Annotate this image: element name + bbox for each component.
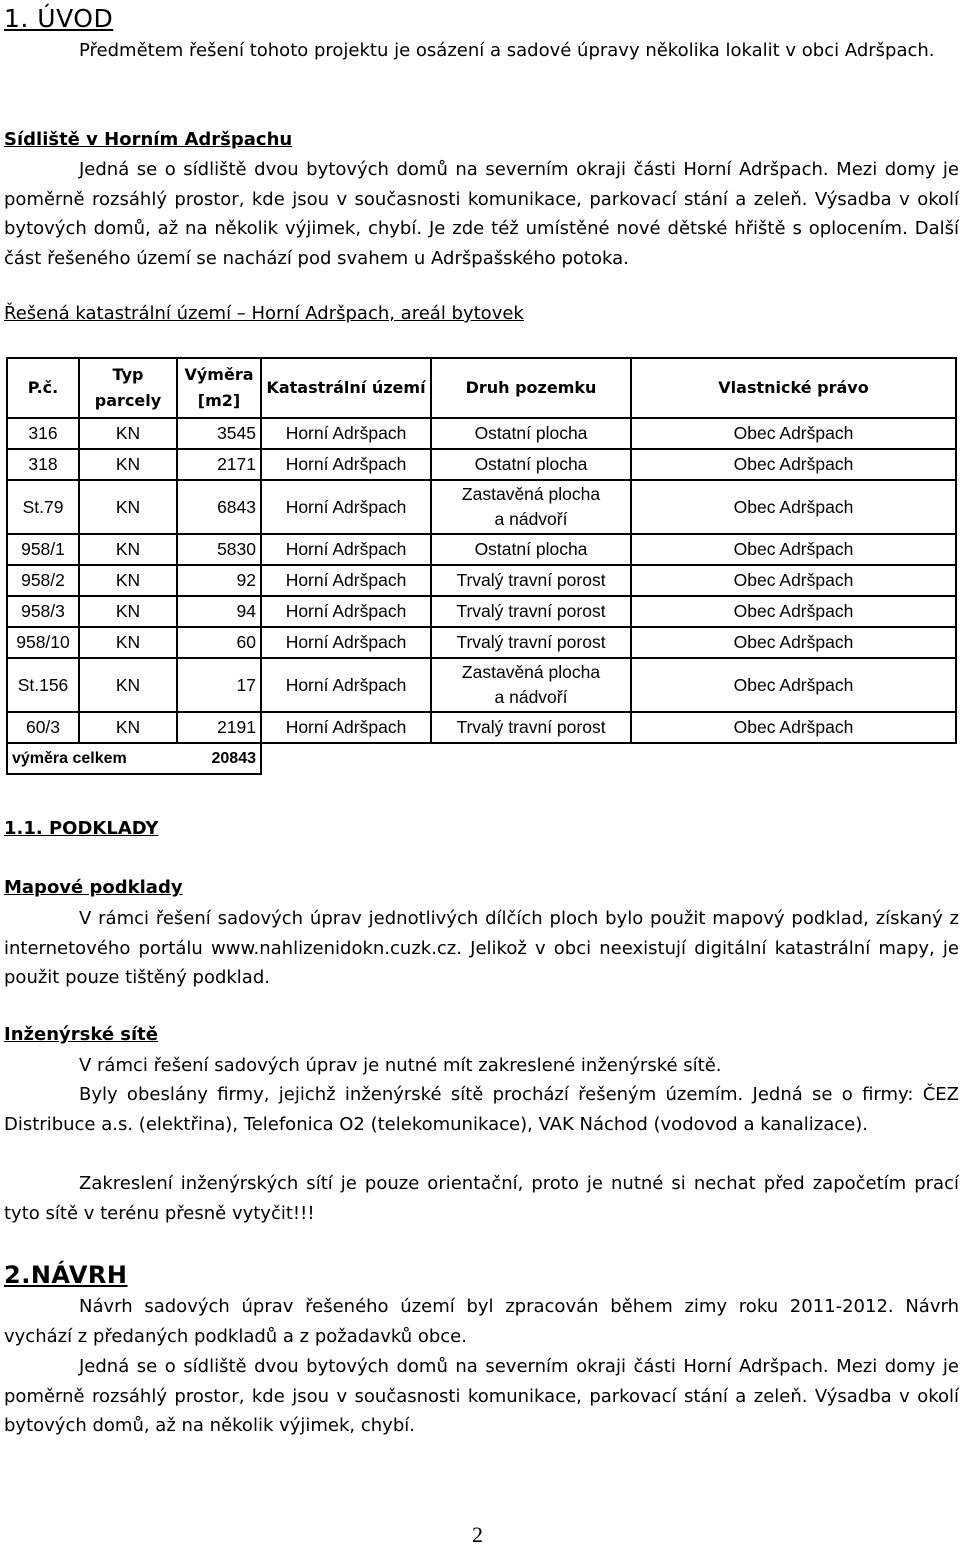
heading-navrh: 2.NÁVRH [4, 1261, 128, 1289]
cell: 316 [7, 418, 79, 449]
cell: 958/10 [7, 627, 79, 658]
eng-paragraph-3: Zakreslení inženýrských sítí je pouze orientační, proto je nutné si nechat před započetím prací tyto sítě v terénu přesně vytyčit!!! [4, 1173, 959, 1224]
cell: Horní Adršpach [261, 418, 431, 449]
header-vymera-label: Výměra [m2] [184, 365, 254, 410]
cell: Obec Adršpach [631, 658, 956, 712]
cell: 3545 [177, 418, 261, 449]
section-title-mapove: Mapové podklady [4, 877, 183, 898]
cell: Horní Adršpach [261, 480, 431, 534]
cell: Obec Adršpach [631, 596, 956, 627]
cell: St.156 [7, 658, 79, 712]
cell: 60 [177, 627, 261, 658]
section-title-sidliste: Sídliště v Horním Adršpachu [4, 129, 293, 150]
cell: Obec Adršpach [631, 418, 956, 449]
cell: Horní Adršpach [261, 565, 431, 596]
table-header-row [7, 358, 956, 418]
cell: Trvalý travní porost [431, 627, 631, 658]
cell: KN [79, 480, 177, 534]
table-row [7, 627, 956, 658]
cell: Zastavěná plocha a nádvoří [431, 480, 631, 534]
cell: KN [79, 449, 177, 480]
cell: Horní Adršpach [261, 596, 431, 627]
header-typ [79, 358, 177, 418]
cell: Obec Adršpach [631, 480, 956, 534]
cell: 318 [7, 449, 79, 480]
cell: 92 [177, 565, 261, 596]
cell: 60/3 [7, 712, 79, 743]
eng-paragraph-1: V rámci řešení sadových úprav je nutné mít zakreslené inženýrské sítě. [79, 1055, 722, 1076]
cadastre-title: Řešená katastrální území – Horní Adršpach, areál bytovek [4, 303, 524, 324]
cell: Ostatní plocha [431, 418, 631, 449]
cell: Ostatní plocha [431, 449, 631, 480]
table-row [7, 596, 956, 627]
table-row [7, 712, 956, 743]
cell: 958/3 [7, 596, 79, 627]
cell: Horní Adršpach [261, 449, 431, 480]
cell: KN [79, 658, 177, 712]
cell: 2191 [177, 712, 261, 743]
header-vlastnik: Vlastnické právo [631, 358, 956, 418]
cell: 5830 [177, 534, 261, 565]
cell: Zastavěná plocha a nádvoří [431, 658, 631, 712]
table-total-row [7, 743, 956, 774]
cell: Trvalý travní porost [431, 712, 631, 743]
intro-paragraph: Předmětem řešení tohoto projektu je osázení a sadové úpravy několika lokalit v obci Adršpach. [79, 40, 935, 61]
cell: KN [79, 627, 177, 658]
cell: Horní Adršpach [261, 712, 431, 743]
cell: KN [79, 565, 177, 596]
cell: 2171 [177, 449, 261, 480]
maps-paragraph: V rámci řešení sadových úprav jednotlivých dílčích ploch bylo použit mapový podklad, získaný z internetového portálu www.nahlizenidokn.cuzk.cz. Jelikož v obci neexistují digitální katastrální mapy, je použit pouze tištěný podklad. [4, 908, 959, 988]
header-vymera [177, 358, 261, 418]
total-label: výměra celkem [7, 743, 177, 774]
cell: 958/1 [7, 534, 79, 565]
header-druh: Druh pozemku [431, 358, 631, 418]
cell: KN [79, 596, 177, 627]
cell: Obec Adršpach [631, 627, 956, 658]
cell: 17 [177, 658, 261, 712]
table-row [7, 449, 956, 480]
table-row [7, 418, 956, 449]
navrh-paragraph-2: Jedná se o sídliště dvou bytových domů na severním okraji části Horní Adršpach. Mezi domy je poměrně rozsáhlý prostor, kde jsou v současnosti komunikace, parkovací stání a zeleň. Výsadba v okolí bytových domů, až na několik výjimek, chybí. [4, 1356, 959, 1436]
header-katastr: Katastrální území [261, 358, 431, 418]
cell: Obec Adršpach [631, 712, 956, 743]
table-row [7, 565, 956, 596]
cell: Obec Adršpach [631, 565, 956, 596]
cell: 958/2 [7, 565, 79, 596]
cell: KN [79, 534, 177, 565]
cell: Horní Adršpach [261, 534, 431, 565]
table-row [7, 480, 956, 534]
eng-paragraph-2: Byly obeslány firmy, jejichž inženýrské sítě prochází řešeným územím. Jedná se o firmy: ČEZ Distribuce a.s. (elektřina), Telefonica O2 (telekomunikace), VAK Náchod (vodovod a kanalizace). [4, 1084, 959, 1135]
total-empty [261, 743, 956, 774]
cell: St.79 [7, 480, 79, 534]
table-row [7, 658, 956, 712]
cell: Horní Adršpach [261, 627, 431, 658]
cell: Trvalý travní porost [431, 596, 631, 627]
section-title-inzenyrske: Inženýrské sítě [4, 1024, 158, 1045]
header-typ-label: Typ parcely [94, 365, 162, 410]
cell: 94 [177, 596, 261, 627]
cell: 6843 [177, 480, 261, 534]
heading-uvod: 1. ÚVOD [4, 4, 114, 33]
cell: Horní Adršpach [261, 658, 431, 712]
page-number: 2 [472, 1522, 483, 1547]
table-row [7, 534, 956, 565]
cell: Ostatní plocha [431, 534, 631, 565]
cell: Obec Adršpach [631, 534, 956, 565]
navrh-paragraph-1: Návrh sadových úprav řešeného území byl zpracován během zimy roku 2011-2012. Návrh vychází z předaných podkladů a z požadavků obce. [4, 1296, 959, 1347]
total-value: 20843 [177, 743, 261, 774]
cell: Obec Adršpach [631, 449, 956, 480]
sidliste-paragraph: Jedná se o sídliště dvou bytových domů na severním okraji části Horní Adršpach. Mezi domy je poměrně rozsáhlý prostor, kde jsou v současnosti komunikace, parkovací stání a zeleň. Výsadba v okolí bytových domů, až na několik výjimek, chybí. Je zde též umístěné nové dětské hřiště s oplocením. Další část řešeného území se nachází pod svahem u Adršpašského potoka. [4, 159, 959, 269]
parcel-table [6, 357, 957, 775]
section-title-podklady: 1.1. PODKLADY [4, 818, 159, 839]
header-pc: P.č. [7, 358, 79, 418]
cell: Trvalý travní porost [431, 565, 631, 596]
cell: KN [79, 418, 177, 449]
cell: KN [79, 712, 177, 743]
